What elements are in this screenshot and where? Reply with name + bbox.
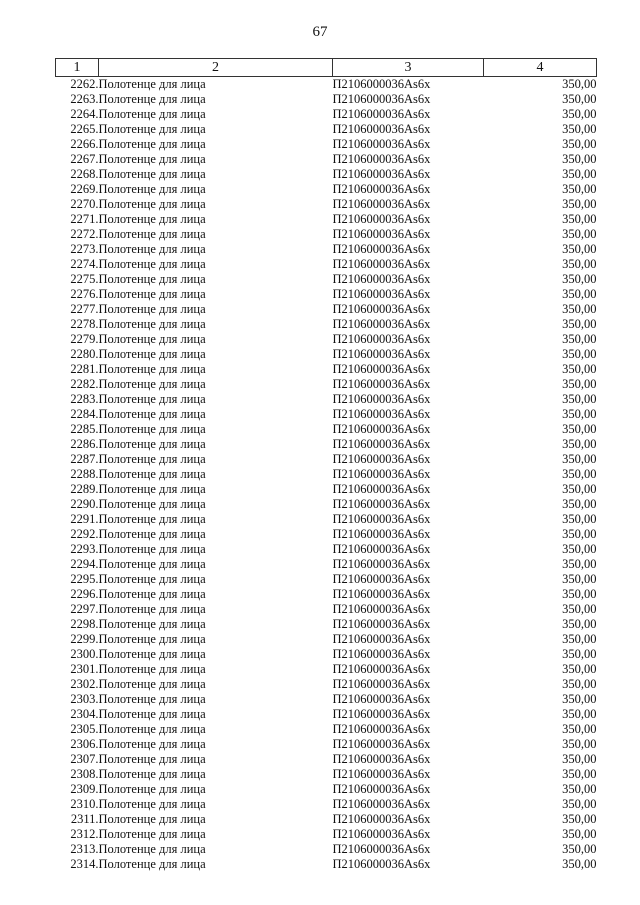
table-row bbox=[56, 857, 597, 872]
inventory-table bbox=[55, 58, 597, 872]
table-row bbox=[56, 722, 597, 737]
item-price: 350,00 bbox=[562, 572, 597, 586]
item-code: П2106000036Аs6х bbox=[332, 272, 431, 286]
row-number: 2290. bbox=[70, 497, 99, 511]
item-price: 350,00 bbox=[562, 407, 597, 421]
table-row bbox=[56, 302, 597, 317]
row-number: 2297. bbox=[70, 602, 99, 616]
item-price: 350,00 bbox=[562, 767, 597, 781]
item-code: П2106000036Аs6х bbox=[332, 572, 431, 586]
row-number: 2284. bbox=[70, 407, 99, 421]
item-price: 350,00 bbox=[562, 77, 597, 91]
item-code: П2106000036Аs6х bbox=[332, 542, 431, 556]
table-row bbox=[56, 827, 597, 842]
item-code: П2106000036Аs6х bbox=[332, 392, 431, 406]
item-price: 350,00 bbox=[562, 602, 597, 616]
item-price: 350,00 bbox=[562, 92, 597, 106]
item-price: 350,00 bbox=[562, 182, 597, 196]
item-price: 350,00 bbox=[562, 122, 597, 136]
table-row bbox=[56, 782, 597, 797]
item-code: П2106000036Аs6х bbox=[332, 242, 431, 256]
row-number: 2264. bbox=[70, 107, 99, 121]
item-name: Полотенце для лица bbox=[98, 797, 206, 811]
table-row bbox=[56, 842, 597, 857]
item-name: Полотенце для лица bbox=[98, 92, 206, 106]
row-number: 2278. bbox=[70, 317, 99, 331]
item-name: Полотенце для лица bbox=[98, 752, 206, 766]
item-code: П2106000036Аs6х bbox=[332, 77, 431, 91]
item-price: 350,00 bbox=[562, 812, 597, 826]
item-price: 350,00 bbox=[562, 857, 597, 871]
table-row bbox=[56, 482, 597, 497]
item-code: П2106000036Аs6х bbox=[332, 752, 431, 766]
table-row bbox=[56, 77, 597, 93]
table-row bbox=[56, 182, 597, 197]
table-row bbox=[56, 752, 597, 767]
table-row bbox=[56, 362, 597, 377]
row-number: 2273. bbox=[70, 242, 99, 256]
item-price: 350,00 bbox=[562, 287, 597, 301]
item-name: Полотенце для лица bbox=[98, 677, 206, 691]
item-code: П2106000036Аs6х bbox=[332, 587, 431, 601]
item-name: Полотенце для лица bbox=[98, 272, 206, 286]
item-code: П2106000036Аs6х bbox=[332, 692, 431, 706]
item-price: 350,00 bbox=[562, 722, 597, 736]
table-row bbox=[56, 602, 597, 617]
item-code: П2106000036Аs6х bbox=[332, 677, 431, 691]
row-number: 2307. bbox=[70, 752, 99, 766]
item-code: П2106000036Аs6х bbox=[332, 617, 431, 631]
item-code: П2106000036Аs6х bbox=[332, 512, 431, 526]
item-code: П2106000036Аs6х bbox=[332, 257, 431, 271]
item-price: 350,00 bbox=[562, 797, 597, 811]
item-code: П2106000036Аs6х bbox=[332, 527, 431, 541]
table-row bbox=[56, 797, 597, 812]
item-name: Полотенце для лица bbox=[98, 662, 206, 676]
item-name: Полотенце для лица bbox=[98, 437, 206, 451]
row-number: 2266. bbox=[70, 137, 99, 151]
item-code: П2106000036Аs6х bbox=[332, 647, 431, 661]
row-number: 2312. bbox=[70, 827, 99, 841]
row-number: 2300. bbox=[70, 647, 99, 661]
row-number: 2275. bbox=[70, 272, 99, 286]
item-price: 350,00 bbox=[562, 707, 597, 721]
table-row bbox=[56, 107, 597, 122]
item-code: П2106000036Аs6х bbox=[332, 107, 431, 121]
row-number: 2272. bbox=[70, 227, 99, 241]
row-number: 2268. bbox=[70, 167, 99, 181]
table-row bbox=[56, 707, 597, 722]
table-row bbox=[56, 572, 597, 587]
page-number: 67 bbox=[312, 24, 328, 40]
item-code: П2106000036Аs6х bbox=[332, 167, 431, 181]
item-name: Полотенце для лица bbox=[98, 257, 206, 271]
item-name: Полотенце для лица bbox=[98, 452, 206, 466]
table-row bbox=[56, 227, 597, 242]
item-price: 350,00 bbox=[562, 392, 597, 406]
table-row bbox=[56, 617, 597, 632]
item-price: 350,00 bbox=[562, 227, 597, 241]
item-code: П2106000036Аs6х bbox=[332, 317, 431, 331]
item-name: Полотенце для лица bbox=[98, 692, 206, 706]
item-name: Полотенце для лица bbox=[98, 407, 206, 421]
row-number: 2295. bbox=[70, 572, 99, 586]
table-row bbox=[56, 407, 597, 422]
item-code: П2106000036Аs6х bbox=[332, 122, 431, 136]
item-code: П2106000036Аs6х bbox=[332, 632, 431, 646]
item-price: 350,00 bbox=[562, 317, 597, 331]
item-price: 350,00 bbox=[562, 692, 597, 706]
item-code: П2106000036Аs6х bbox=[332, 302, 431, 316]
item-name: Полотенце для лица bbox=[98, 587, 206, 601]
row-number: 2291. bbox=[70, 512, 99, 526]
table-row bbox=[56, 737, 597, 752]
column-header-3: 3 bbox=[333, 59, 484, 77]
table-row bbox=[56, 452, 597, 467]
item-code: П2106000036Аs6х bbox=[332, 332, 431, 346]
table-row bbox=[56, 587, 597, 602]
row-number: 2308. bbox=[70, 767, 99, 781]
item-price: 350,00 bbox=[562, 482, 597, 496]
row-number: 2289. bbox=[70, 482, 99, 496]
item-code: П2106000036Аs6х bbox=[332, 137, 431, 151]
item-name: Полотенце для лица bbox=[98, 857, 206, 871]
row-number: 2281. bbox=[70, 362, 99, 376]
item-code: П2106000036Аs6х bbox=[332, 347, 431, 361]
item-code: П2106000036Аs6х bbox=[332, 227, 431, 241]
row-number: 2294. bbox=[70, 557, 99, 571]
table-row bbox=[56, 347, 597, 362]
row-number: 2293. bbox=[70, 542, 99, 556]
column-header-2: 2 bbox=[99, 59, 333, 77]
item-code: П2106000036Аs6х bbox=[332, 182, 431, 196]
row-number: 2296. bbox=[70, 587, 99, 601]
item-code: П2106000036Аs6х bbox=[332, 662, 431, 676]
table-row bbox=[56, 767, 597, 782]
item-code: П2106000036Аs6х bbox=[332, 287, 431, 301]
table-row bbox=[56, 557, 597, 572]
row-number: 2309. bbox=[70, 782, 99, 796]
column-header-4: 4 bbox=[484, 59, 597, 77]
table-row bbox=[56, 647, 597, 662]
item-code: П2106000036Аs6х bbox=[332, 812, 431, 826]
row-number: 2279. bbox=[70, 332, 99, 346]
item-name: Полотенце для лица bbox=[98, 827, 206, 841]
row-number: 2292. bbox=[70, 527, 99, 541]
table-row bbox=[56, 512, 597, 527]
item-name: Полотенце для лица bbox=[98, 767, 206, 781]
table-row bbox=[56, 287, 597, 302]
item-price: 350,00 bbox=[562, 527, 597, 541]
item-name: Полотенце для лица bbox=[98, 572, 206, 586]
item-code: П2106000036Аs6х bbox=[332, 437, 431, 451]
item-code: П2106000036Аs6х bbox=[332, 557, 431, 571]
item-name: Полотенце для лица bbox=[98, 137, 206, 151]
table-row bbox=[56, 152, 597, 167]
item-code: П2106000036Аs6х bbox=[332, 152, 431, 166]
item-code: П2106000036Аs6х bbox=[332, 212, 431, 226]
item-price: 350,00 bbox=[562, 257, 597, 271]
item-name: Полотенце для лица bbox=[98, 332, 206, 346]
item-name: Полотенце для лица bbox=[98, 842, 206, 856]
item-price: 350,00 bbox=[562, 632, 597, 646]
item-price: 350,00 bbox=[562, 467, 597, 481]
table-row bbox=[56, 377, 597, 392]
item-price: 350,00 bbox=[562, 242, 597, 256]
item-code: П2106000036Аs6х bbox=[332, 737, 431, 751]
item-name: Полотенце для лица bbox=[98, 287, 206, 301]
item-name: Полотенце для лица bbox=[98, 722, 206, 736]
row-number: 2298. bbox=[70, 617, 99, 631]
header-row bbox=[56, 59, 597, 77]
item-name: Полотенце для лица bbox=[98, 212, 206, 226]
row-number: 2269. bbox=[70, 182, 99, 196]
row-number: 2265. bbox=[70, 122, 99, 136]
item-price: 350,00 bbox=[562, 542, 597, 556]
row-number: 2277. bbox=[70, 302, 99, 316]
row-number: 2313. bbox=[70, 842, 99, 856]
row-number: 2303. bbox=[70, 692, 99, 706]
item-name: Полотенце для лица bbox=[98, 467, 206, 481]
item-name: Полотенце для лица bbox=[98, 317, 206, 331]
table-row bbox=[56, 677, 597, 692]
item-name: Полотенце для лица bbox=[98, 737, 206, 751]
item-name: Полотенце для лица bbox=[98, 647, 206, 661]
item-name: Полотенце для лица bbox=[98, 77, 206, 91]
row-number: 2280. bbox=[70, 347, 99, 361]
item-price: 350,00 bbox=[562, 362, 597, 376]
item-name: Полотенце для лица bbox=[98, 527, 206, 541]
item-code: П2106000036Аs6х bbox=[332, 722, 431, 736]
item-name: Полотенце для лица bbox=[98, 377, 206, 391]
item-name: Полотенце для лица bbox=[98, 617, 206, 631]
item-name: Полотенце для лица bbox=[98, 197, 206, 211]
item-name: Полотенце для лица bbox=[98, 242, 206, 256]
item-price: 350,00 bbox=[562, 107, 597, 121]
table-row bbox=[56, 632, 597, 647]
item-price: 350,00 bbox=[562, 647, 597, 661]
item-price: 350,00 bbox=[562, 377, 597, 391]
item-price: 350,00 bbox=[562, 332, 597, 346]
item-price: 350,00 bbox=[562, 512, 597, 526]
table-row bbox=[56, 392, 597, 407]
table-row bbox=[56, 242, 597, 257]
item-price: 350,00 bbox=[562, 827, 597, 841]
row-number: 2311. bbox=[70, 812, 99, 826]
item-price: 350,00 bbox=[562, 302, 597, 316]
row-number: 2314. bbox=[70, 857, 99, 871]
item-price: 350,00 bbox=[562, 212, 597, 226]
item-price: 350,00 bbox=[562, 737, 597, 751]
table-body bbox=[56, 77, 597, 873]
row-number: 2271. bbox=[70, 212, 99, 226]
item-price: 350,00 bbox=[562, 137, 597, 151]
table-row bbox=[56, 197, 597, 212]
item-code: П2106000036Аs6х bbox=[332, 602, 431, 616]
item-name: Полотенце для лица bbox=[98, 182, 206, 196]
column-header-1: 1 bbox=[56, 59, 99, 77]
item-code: П2106000036Аs6х bbox=[332, 407, 431, 421]
item-code: П2106000036Аs6х bbox=[332, 422, 431, 436]
table-row bbox=[56, 812, 597, 827]
item-price: 350,00 bbox=[562, 167, 597, 181]
item-price: 350,00 bbox=[562, 497, 597, 511]
item-price: 350,00 bbox=[562, 347, 597, 361]
table-header bbox=[56, 59, 597, 77]
table-row bbox=[56, 137, 597, 152]
table-row bbox=[56, 212, 597, 227]
table-row bbox=[56, 527, 597, 542]
item-name: Полотенце для лица bbox=[98, 347, 206, 361]
table-row bbox=[56, 662, 597, 677]
item-name: Полотенце для лица bbox=[98, 167, 206, 181]
row-number: 2276. bbox=[70, 287, 99, 301]
item-price: 350,00 bbox=[562, 197, 597, 211]
item-name: Полотенце для лица bbox=[98, 107, 206, 121]
item-name: Полотенце для лица bbox=[98, 812, 206, 826]
row-number: 2304. bbox=[70, 707, 99, 721]
item-name: Полотенце для лица bbox=[98, 707, 206, 721]
item-code: П2106000036Аs6х bbox=[332, 797, 431, 811]
item-price: 350,00 bbox=[562, 752, 597, 766]
item-name: Полотенце для лица bbox=[98, 542, 206, 556]
row-number: 2302. bbox=[70, 677, 99, 691]
item-code: П2106000036Аs6х bbox=[332, 377, 431, 391]
table-row bbox=[56, 467, 597, 482]
item-price: 350,00 bbox=[562, 272, 597, 286]
item-price: 350,00 bbox=[562, 587, 597, 601]
item-code: П2106000036Аs6х bbox=[332, 707, 431, 721]
item-name: Полотенце для лица bbox=[98, 122, 206, 136]
item-name: Полотенце для лица bbox=[98, 302, 206, 316]
item-price: 350,00 bbox=[562, 677, 597, 691]
table-row bbox=[56, 437, 597, 452]
table-row bbox=[56, 542, 597, 557]
item-name: Полотенце для лица bbox=[98, 497, 206, 511]
row-number: 2299. bbox=[70, 632, 99, 646]
row-number: 2283. bbox=[70, 392, 99, 406]
item-price: 350,00 bbox=[562, 152, 597, 166]
item-price: 350,00 bbox=[562, 422, 597, 436]
item-price: 350,00 bbox=[562, 557, 597, 571]
item-code: П2106000036Аs6х bbox=[332, 497, 431, 511]
item-price: 350,00 bbox=[562, 782, 597, 796]
item-code: П2106000036Аs6х bbox=[332, 857, 431, 871]
item-name: Полотенце для лица bbox=[98, 512, 206, 526]
row-number: 2262. bbox=[70, 77, 99, 91]
item-name: Полотенце для лица bbox=[98, 632, 206, 646]
row-number: 2288. bbox=[70, 467, 99, 481]
item-code: П2106000036Аs6х bbox=[332, 452, 431, 466]
row-number: 2274. bbox=[70, 257, 99, 271]
table-row bbox=[56, 497, 597, 512]
row-number: 2270. bbox=[70, 197, 99, 211]
item-code: П2106000036Аs6х bbox=[332, 482, 431, 496]
item-name: Полотенце для лица bbox=[98, 152, 206, 166]
row-number: 2285. bbox=[70, 422, 99, 436]
table-row bbox=[56, 317, 597, 332]
item-code: П2106000036Аs6х bbox=[332, 467, 431, 481]
row-number: 2305. bbox=[70, 722, 99, 736]
item-name: Полотенце для лица bbox=[98, 362, 206, 376]
item-name: Полотенце для лица bbox=[98, 422, 206, 436]
item-code: П2106000036Аs6х bbox=[332, 782, 431, 796]
item-code: П2106000036Аs6х bbox=[332, 92, 431, 106]
table-row bbox=[56, 122, 597, 137]
item-price: 350,00 bbox=[562, 662, 597, 676]
row-number: 2286. bbox=[70, 437, 99, 451]
row-number: 2267. bbox=[70, 152, 99, 166]
item-code: П2106000036Аs6х bbox=[332, 827, 431, 841]
item-price: 350,00 bbox=[562, 437, 597, 451]
table-row bbox=[56, 257, 597, 272]
item-name: Полотенце для лица bbox=[98, 782, 206, 796]
table-row bbox=[56, 272, 597, 287]
item-code: П2106000036Аs6х bbox=[332, 362, 431, 376]
item-code: П2106000036Аs6х bbox=[332, 197, 431, 211]
item-price: 350,00 bbox=[562, 452, 597, 466]
table-row bbox=[56, 332, 597, 347]
item-code: П2106000036Аs6х bbox=[332, 842, 431, 856]
row-number: 2282. bbox=[70, 377, 99, 391]
item-name: Полотенце для лица bbox=[98, 392, 206, 406]
table-row bbox=[56, 167, 597, 182]
item-name: Полотенце для лица bbox=[98, 602, 206, 616]
row-number: 2263. bbox=[70, 92, 99, 106]
item-name: Полотенце для лица bbox=[98, 482, 206, 496]
item-price: 350,00 bbox=[562, 617, 597, 631]
row-number: 2287. bbox=[70, 452, 99, 466]
table-row bbox=[56, 422, 597, 437]
item-price: 350,00 bbox=[562, 842, 597, 856]
item-name: Полотенце для лица bbox=[98, 227, 206, 241]
item-code: П2106000036Аs6х bbox=[332, 767, 431, 781]
table-row bbox=[56, 92, 597, 107]
row-number: 2301. bbox=[70, 662, 99, 676]
item-name: Полотенце для лица bbox=[98, 557, 206, 571]
row-number: 2306. bbox=[70, 737, 99, 751]
row-number: 2310. bbox=[70, 797, 99, 811]
table-row bbox=[56, 692, 597, 707]
